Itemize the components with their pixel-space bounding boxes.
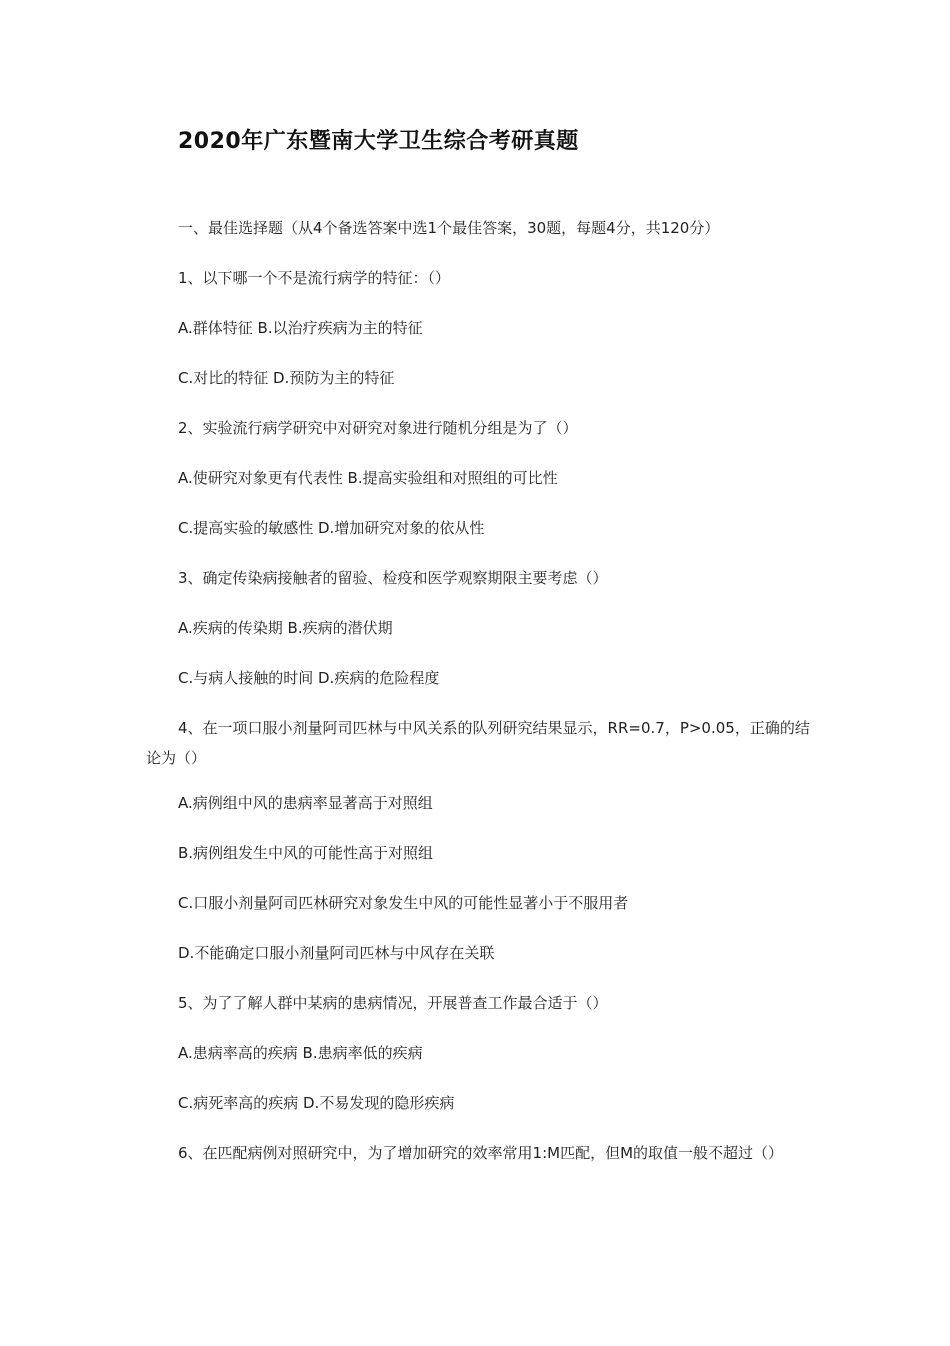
question-2-stem: 2、实验流行病学研究中对研究对象进行随机分组是为了（）	[178, 419, 578, 437]
question-5-options-ab: A.患病率高的疾病 B.患病率低的疾病	[178, 1044, 423, 1062]
question-1-stem: 1、以下哪一个不是流行病学的特征：（）	[178, 269, 451, 287]
question-5-options-cd: C.病死率高的疾病 D.不易发现的隐形疾病	[178, 1094, 455, 1112]
question-3-stem: 3、确定传染病接触者的留验、检疫和医学观察期限主要考虑（）	[178, 569, 608, 587]
question-1-options-cd: C.对比的特征 D.预防为主的特征	[178, 369, 395, 387]
question-2-options-cd: C.提高实验的敏感性 D.增加研究对象的依从性	[178, 519, 485, 537]
question-4-option-d: D.不能确定口服小剂量阿司匹林与中风存在关联	[178, 944, 495, 962]
question-4-option-a: A.病例组中风的患病率显著高于对照组	[178, 794, 433, 812]
question-4-option-c: C.口服小剂量阿司匹林研究对象发生中风的可能性显著小于不服用者	[178, 894, 629, 912]
question-6-stem: 6、在匹配病例对照研究中，为了增加研究的效率常用1:M匹配，但M的取值一般不超过（）	[178, 1144, 784, 1162]
question-1-options-ab: A.群体特征 B.以治疗疾病为主的特征	[178, 319, 423, 337]
document-title: 2020年广东暨南大学卫生综合考研真题	[178, 129, 579, 154]
question-4-option-b: B.病例组发生中风的可能性高于对照组	[178, 844, 434, 862]
section-heading: 一、最佳选择题（从4个备选答案中选1个最佳答案，30题，每题4分，共120分）	[178, 219, 720, 237]
question-3-options-cd: C.与病人接触的时间 D.疾病的危险程度	[178, 669, 440, 687]
question-4-stem: 4、在一项口服小剂量阿司匹林与中风关系的队列研究结果显示，RR=0.7，P>0.05，正确的结论为（）	[146, 719, 810, 767]
question-5-stem: 5、为了了解人群中某病的患病情况，开展普查工作最合适于（）	[178, 994, 608, 1012]
question-3-options-ab: A.疾病的传染期 B.疾病的潜伏期	[178, 619, 393, 637]
question-2-options-ab: A.使研究对象更有代表性 B.提高实验组和对照组的可比性	[178, 469, 558, 487]
